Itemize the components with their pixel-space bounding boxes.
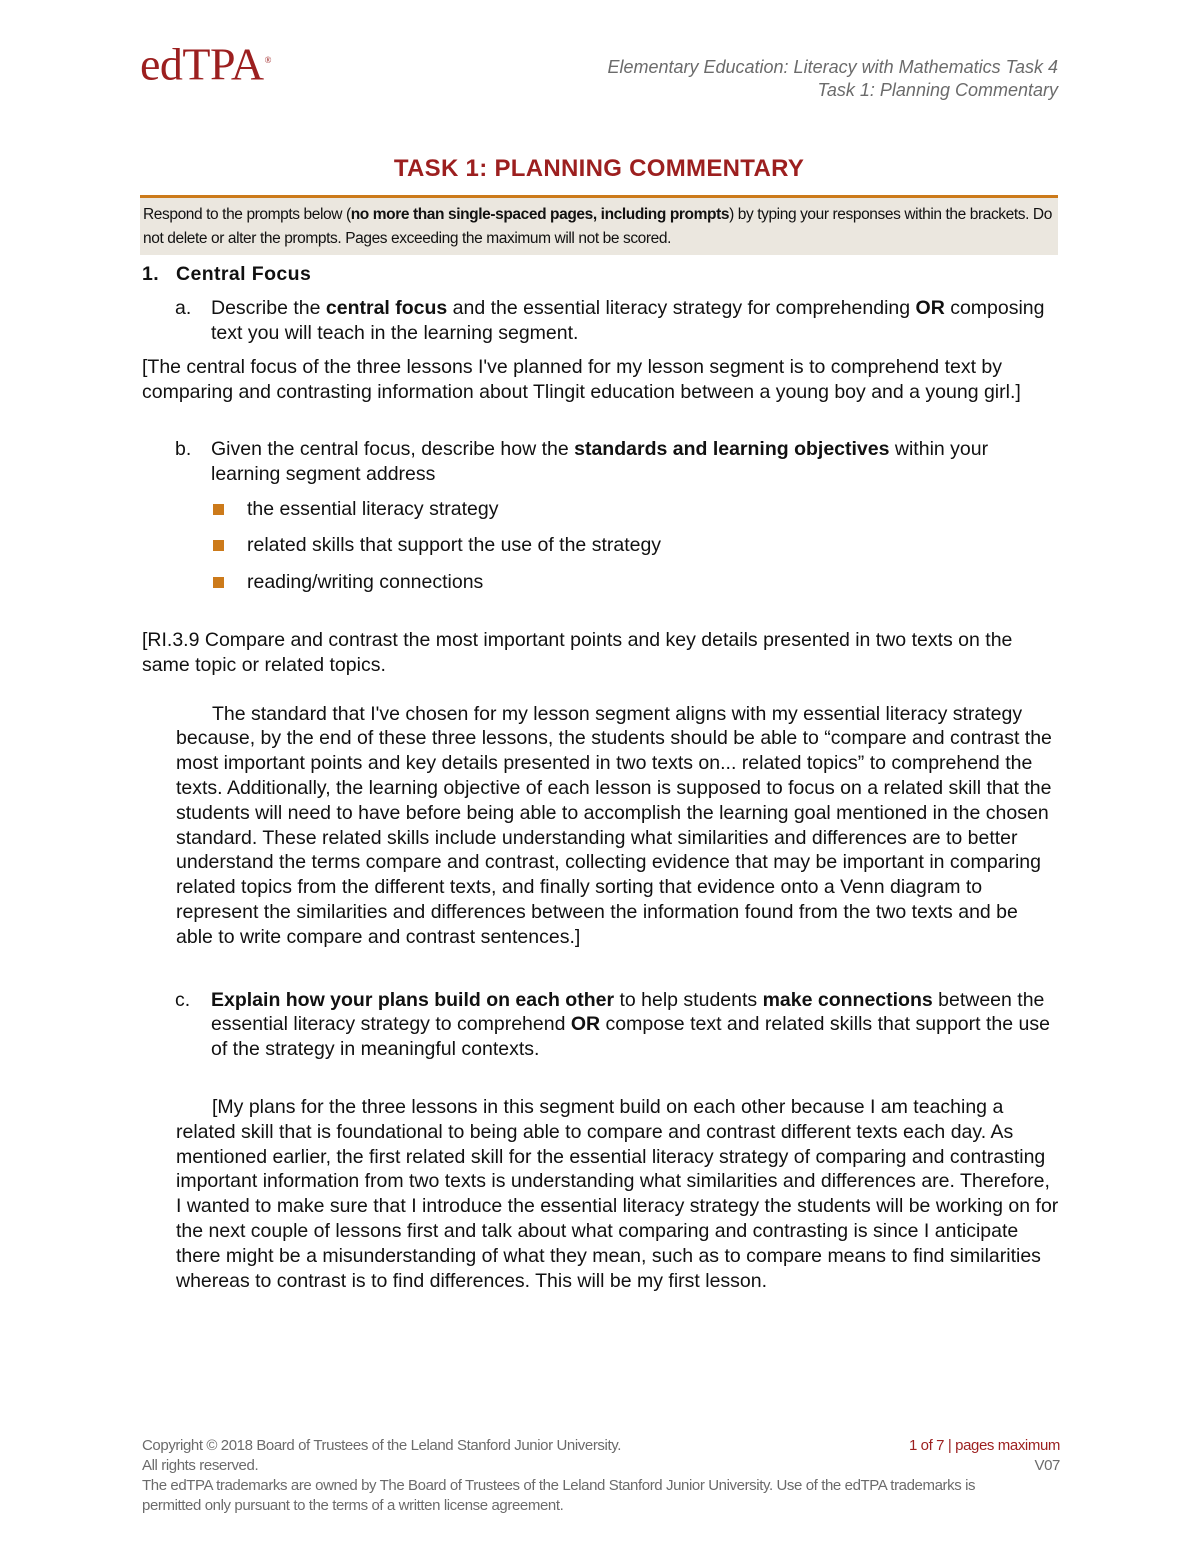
footer-trademark: The edTPA trademarks are owned by The Board of Trustees of the Leland Stanford Junior University. Use of the edTPA trademarks is permitted only pursuant to the terms of a written license agreement. <box>142 1477 976 1514</box>
section-heading: 1. Central Focus <box>142 263 312 285</box>
response-b-explanation: The standard that I've chosen for my lesson segment aligns with my essential literacy strategy because, by the end of these three lessons, the students should be able to “compare and contrast the most important points and key details presented in two texts on... related topics” to comprehend the texts. Additionally, the learning objective of each lesson is supposed to focus on a related skill that the students will need to have before being able to accomplish the learning goal mentioned in the chosen standard. These related skills include understanding what similarities and differences are to better understand the terms compare and contrast, collecting evidence that may be important in comparing related topics from the different texts, and finally sorting that evidence onto a Venn diagram to represent the similarities and differences between the information found from the two texts and be able to write compare and contrast sentences.] <box>176 702 1052 948</box>
footer-rights: All rights reserved. <box>142 1457 259 1474</box>
document-header <box>607 56 1058 102</box>
commentary-body <box>142 262 1060 1303</box>
response-a: [The central focus of the three lessons I've planned for my lesson segment is to comprehend text by comparing and contrasting information about Tlingit education between a young boy and a young girl.] <box>142 356 1021 404</box>
prompt-b: b. Given the central focus, describe how the standards and learning objectives within your learning segment address <box>175 437 989 485</box>
response-b-standard: [RI.3.9 Compare and contrast the most important points and key details presented in two texts on the same topic or related topics. <box>142 628 1013 676</box>
version-label: V07 <box>1034 1457 1060 1474</box>
bullet-square-icon <box>213 504 224 515</box>
footer-copyright: Copyright © 2018 Board of Trustees of the Leland Stanford Junior University. <box>142 1437 621 1454</box>
bullet-square-icon <box>213 577 224 588</box>
instructions-box: Respond to the prompts below (no more than single-spaced pages, including prompts) by typing your responses within the brackets. Do not delete or alter the prompts. Pages exceeding the maximum will not be scored. <box>140 198 1058 255</box>
prompt-a: a. Describe the central focus and the essential literacy strategy for comprehending OR composing text you will teach in the learning segment. <box>175 296 1045 344</box>
page-title: TASK 1: PLANNING COMMENTARY <box>393 155 805 182</box>
bullet-item: the essential literacy strategy <box>213 497 1060 522</box>
bullet-item: reading/writing connections <box>213 570 1060 595</box>
response-c: [My plans for the three lessons in this segment build on each other because I am teaching a related skill that is foundational to being able to compare and contrast different texts each day. As mentioned earlier, the first related skill for the essential literacy strategy of comparing and contrasting important information from two texts is understanding what similarities and differences are. Therefore, I wanted to make sure that I introduce the essential literacy strategy the students will be working on for the next couple of lessons first and talk about what comparing and contrasting is since I anticipate there might be a misunderstanding of what they mean, such as to compare means to find similarities whereas to contrast is to find differences. This will be my first lesson. <box>176 1095 1059 1292</box>
prompt-c: c. Explain how your plans build on each other to help students make connections between the essential literacy strategy to comprehend OR compose text and related skills that support the use of the strategy in meaningful contexts. <box>175 988 1050 1061</box>
page-counter: 1 of 7 | pages maximum <box>908 1437 1060 1454</box>
header-subtitle-line2: Task 1: Planning Commentary <box>817 80 1058 100</box>
bullet-square-icon <box>213 540 224 551</box>
bullet-item: related skills that support the use of the strategy <box>213 533 1060 558</box>
edtpa-logo: edTPA® <box>140 38 271 90</box>
prompt-b-bullets <box>213 497 1060 595</box>
page-footer <box>142 1436 1060 1516</box>
header-subtitle-line1: Elementary Education: Literacy with Mathematics Task 4 <box>607 57 1058 77</box>
